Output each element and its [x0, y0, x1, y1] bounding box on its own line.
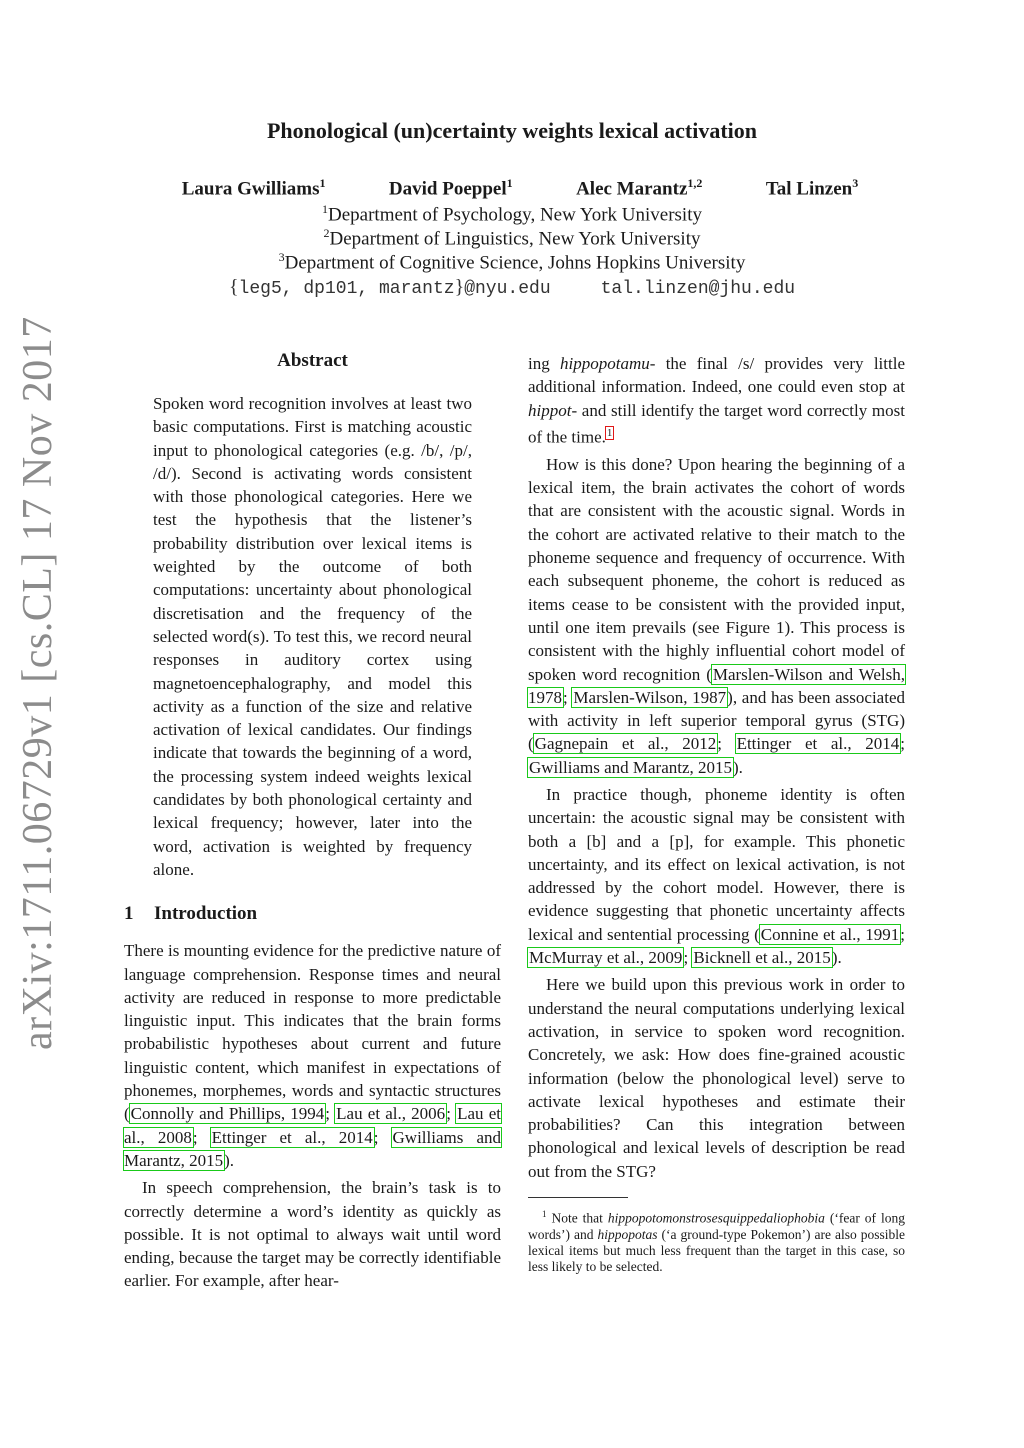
- abstract-heading: Abstract: [277, 350, 348, 371]
- author-emails: {leg5, dp101, marantz}@nyu.edu tal.linzen@jhu.edu: [228, 276, 796, 299]
- author: Alec Marantz$^{1,2}$: [576, 176, 703, 200]
- citation-link[interactable]: Gwilliams and Marantz, 2015: [529, 757, 733, 777]
- intro-paragraph-4: In practice though, phoneme identity is often uncertain: the acoustic signal may be consistent with both a [b] and a [p], for example. This phonetic uncertainty, and its effect on lexical activation, is not addressed by the cohort model. However, there is evidence suggesting that phonetic uncertainty affects lexical and sentential processing (Connine et al., 1991; McMurray et al., 2009; Bicknell et al., 2015).: [528, 785, 905, 968]
- author: David Poeppel$^1$: [388, 176, 513, 200]
- left-column: [124, 350, 501, 1293]
- email-jhu[interactable]: tal.linzen@jhu.edu: [600, 279, 796, 299]
- section-heading-introduction: 1 Introduction: [124, 903, 258, 925]
- arxiv-identifier: arXiv:1711.06729v1 [cs.CL] 17 Nov 2017: [15, 316, 61, 1050]
- citation-link[interactable]: Gagnepain et al., 2012: [534, 734, 717, 754]
- citation-link[interactable]: Ettinger et al., 2014: [211, 1127, 373, 1147]
- intro-paragraph-2-continued: ing hippopotamu- the final /s/ provides very little additional information. Indeed, one could even stop at hippot- and still identify the target word correctly most of the time.$^1$: [528, 354, 905, 447]
- right-column: [528, 352, 905, 1275]
- affiliation: $^2$Department of Linguistics, New York University: [323, 226, 701, 250]
- abstract-text: Spoken word recognition involves at least two basic computations. First is matching acoustic input to phonological categories (e.g. /b/, /p/, /d/). Second is activating words consistent with those phonological categories. Here we test the hypothesis that the listener’s probability distribution over lexical items is weighted by the outcome of both computations: uncertainty about phonological discretisation and the frequency of the selected word(s). To test this, we record neural responses in auditory cortex using magnetoencephalography, and model this activity as a function of the size and relative activation of lexical candidates. Our findings indicate that towards the beginning of a word, the processing system indeed weights lexical candidates by both phonological certainty and lexical frequency; however, later into the word, activation is weighted by frequency alone.: [153, 394, 472, 879]
- paper-title: Phonological (un)certainty weights lexical activation: [266, 118, 758, 143]
- footnote-1: $^1$ Note that hippopotomonstrosesquippedaliophobia (‘fear of long words’) and hippopotas (‘a ground-type Pokemon’) are also possible lexical items but much less frequent than the target in this case, so less likely to be selected.: [528, 1209, 905, 1274]
- citation-link[interactable]: Connolly and Phillips, 1994: [130, 1104, 325, 1124]
- footnote-divider: [528, 1197, 628, 1198]
- citation-link[interactable]: Bicknell et al., 2015: [693, 948, 831, 968]
- citation-link[interactable]: McMurray et al., 2009: [529, 948, 683, 968]
- affiliation: $^3$Department of Cognitive Science, Johns Hopkins University: [278, 250, 746, 274]
- intro-paragraph-5: Here we build upon this previous work in order to understand the neural computations underlying lexical activation, in service to spoken word recognition. Concretely, we ask: How does fine-grained acoustic information (below the phonological level) serve to activate lexical hypotheses and estimate their probabilities? Can this integration between phonological and lexical levels of description be read out from the STG?: [528, 975, 905, 1181]
- citation-link[interactable]: Ettinger et al., 2014: [736, 734, 900, 754]
- intro-paragraph-3: How is this done? Upon hearing the beginning of a lexical item, the brain activates the cohort of words that are consistent with the acoustic signal. Words in the cohort are activated relative to their match to the phoneme sequence and frequency of occurrence. With each subsequent phoneme, the cohort is reduced as items cease to be consistent with the provided input, until one item prevails (see Figure 1). This process is consistent with the highly influential cohort model of spoken word recognition (Marslen-Wilson and Welsh, 1978; Marslen-Wilson, 1987), and has been associated with activity in left superior temporal gyrus (STG) (Gagnepain et al., 2012; Ettinger et al., 2014; Gwilliams and Marantz, 2015).: [528, 454, 906, 777]
- affiliation: $^1$Department of Psychology, New York University: [322, 202, 702, 226]
- author-list: [150, 176, 890, 200]
- citation-link[interactable]: Gwilliams and Marantz, 2015: [124, 1127, 501, 1170]
- author: Laura Gwilliams$^1$: [181, 176, 326, 200]
- citation-link[interactable]: Lau et al., 2008: [124, 1104, 501, 1147]
- intro-paragraph-2: In speech comprehension, the brain’s task is to correctly determine a word’s identity as quickly as possible. It is not optimal to always wait until word ending, because the target may be correctly identifiable earlier. For example, after hear-: [124, 1178, 501, 1291]
- citation-link[interactable]: Marslen-Wilson and Welsh, 1978: [528, 664, 905, 707]
- intro-paragraph-1: There is mounting evidence for the predictive nature of language comprehension. Response times and neural activity are reduced in response to more predictable linguistic input. This indicates that the brain forms probabilistic hypotheses about current and future linguistic content, which manifest in expectations of phonemes, morphemes, words and syntactic structures (Connolly and Phillips, 1994; Lau et al., 2006; Lau et al., 2008; Ettinger et al., 2014; Gwilliams and Marantz, 2015).: [124, 941, 501, 1170]
- citation-link[interactable]: Lau et al., 2006: [336, 1104, 446, 1124]
- citation-link[interactable]: Marslen-Wilson, 1987: [573, 687, 727, 707]
- email-nyu-users: leg5, dp101, marantz: [238, 279, 455, 299]
- footnote-link[interactable]: 1: [606, 426, 613, 439]
- author: Tal Linzen$^3$: [765, 176, 859, 200]
- citation-link[interactable]: Connine et al., 1991: [760, 924, 900, 944]
